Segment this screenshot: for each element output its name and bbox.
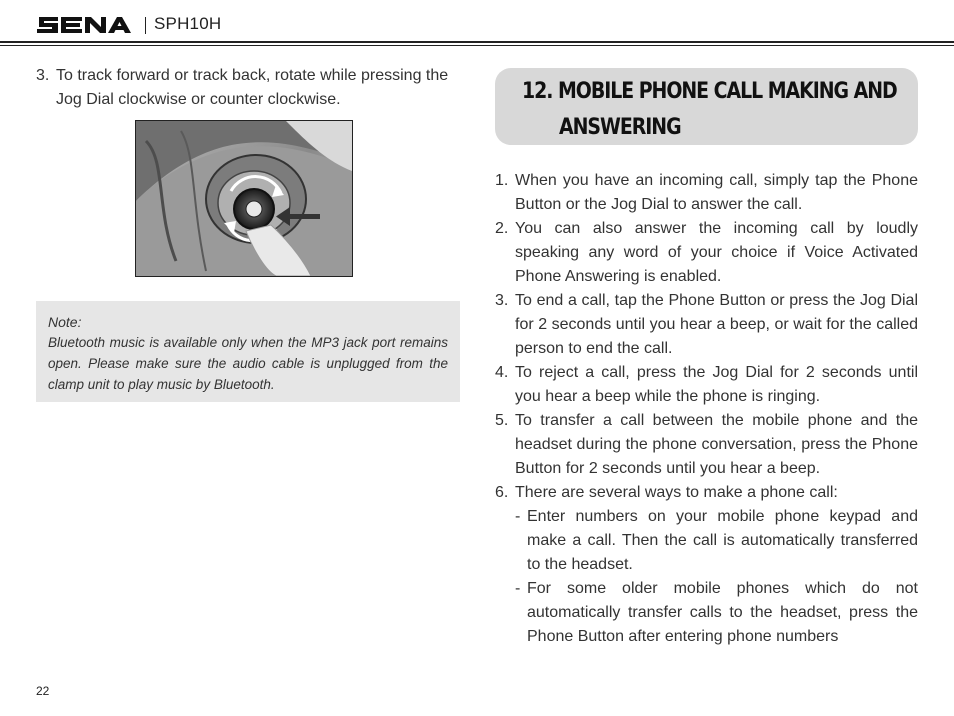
header-rule-thin xyxy=(0,45,954,46)
list-item xyxy=(495,481,918,505)
sub-item-dash: - xyxy=(515,580,521,597)
item-text: To end a call, tap the Phone Button or press the Jog Dial for 2 seconds until you hear a beep, or wait for the called person to end the call. xyxy=(515,292,918,357)
sub-list-item xyxy=(515,505,918,577)
item-number: 5. xyxy=(495,412,509,429)
right-column xyxy=(495,169,918,649)
step-number: 3. xyxy=(36,67,50,84)
item-text: There are several ways to make a phone call: xyxy=(515,484,838,501)
item-text: To transfer a call between the mobile phone and the headset during the phone conversation, press the Phone Button for 2 seconds until you hear a beep. xyxy=(515,412,918,477)
sub-list-item xyxy=(515,577,918,649)
list-item xyxy=(495,169,918,217)
note-box xyxy=(36,301,460,402)
item-number: 6. xyxy=(495,484,509,501)
page-number: 22 xyxy=(36,684,50,698)
note-label: Note: xyxy=(48,314,82,330)
list-item xyxy=(495,361,918,409)
sub-item-dash: - xyxy=(515,508,521,525)
item-number: 3. xyxy=(495,292,509,309)
header-separator xyxy=(145,17,146,34)
sena-logo xyxy=(36,16,132,34)
list-item xyxy=(495,289,918,361)
sub-item-text: Enter numbers on your mobile phone keypad and make a call. Then the call is automatically transferred to the headset. xyxy=(527,508,918,573)
item-number: 4. xyxy=(495,364,509,381)
jog-dial-rotation-photo xyxy=(135,120,353,277)
item-text: You can also answer the incoming call by loudly speaking any word of your choice if Voice Activated Phone Answering is enabled. xyxy=(515,220,918,285)
list-item xyxy=(495,409,918,481)
section-title-line1: 12. MOBILE PHONE CALL MAKING AND xyxy=(522,79,897,104)
note-text: Bluetooth music is available only when the MP3 jack port remains open. Please make sure the audio cable is unplugged from the clamp unit to play music by Bluetooth. xyxy=(48,335,448,392)
item-number: 1. xyxy=(495,172,509,189)
section-title-line2: ANSWERING xyxy=(558,115,681,140)
sub-item-text: For some older mobile phones which do not automatically transfer calls to the headset, press the Phone Button after entering phone numbers xyxy=(527,580,918,645)
list-item xyxy=(36,64,460,112)
list-item xyxy=(495,217,918,289)
step-text: To track forward or track back, rotate while pressing the Jog Dial clockwise or counter clockwise. xyxy=(56,67,449,108)
left-column xyxy=(36,64,460,112)
item-text: To reject a call, press the Jog Dial for 2 seconds until you hear a beep while the phone is ringing. xyxy=(515,364,918,405)
model-name: SPH10H xyxy=(154,14,222,33)
section-title xyxy=(522,74,897,146)
item-text: When you have an incoming call, simply tap the Phone Button or the Jog Dial to answer the call. xyxy=(515,172,918,213)
header-rule xyxy=(0,41,954,43)
item-number: 2. xyxy=(495,220,509,237)
page-header xyxy=(0,0,954,48)
